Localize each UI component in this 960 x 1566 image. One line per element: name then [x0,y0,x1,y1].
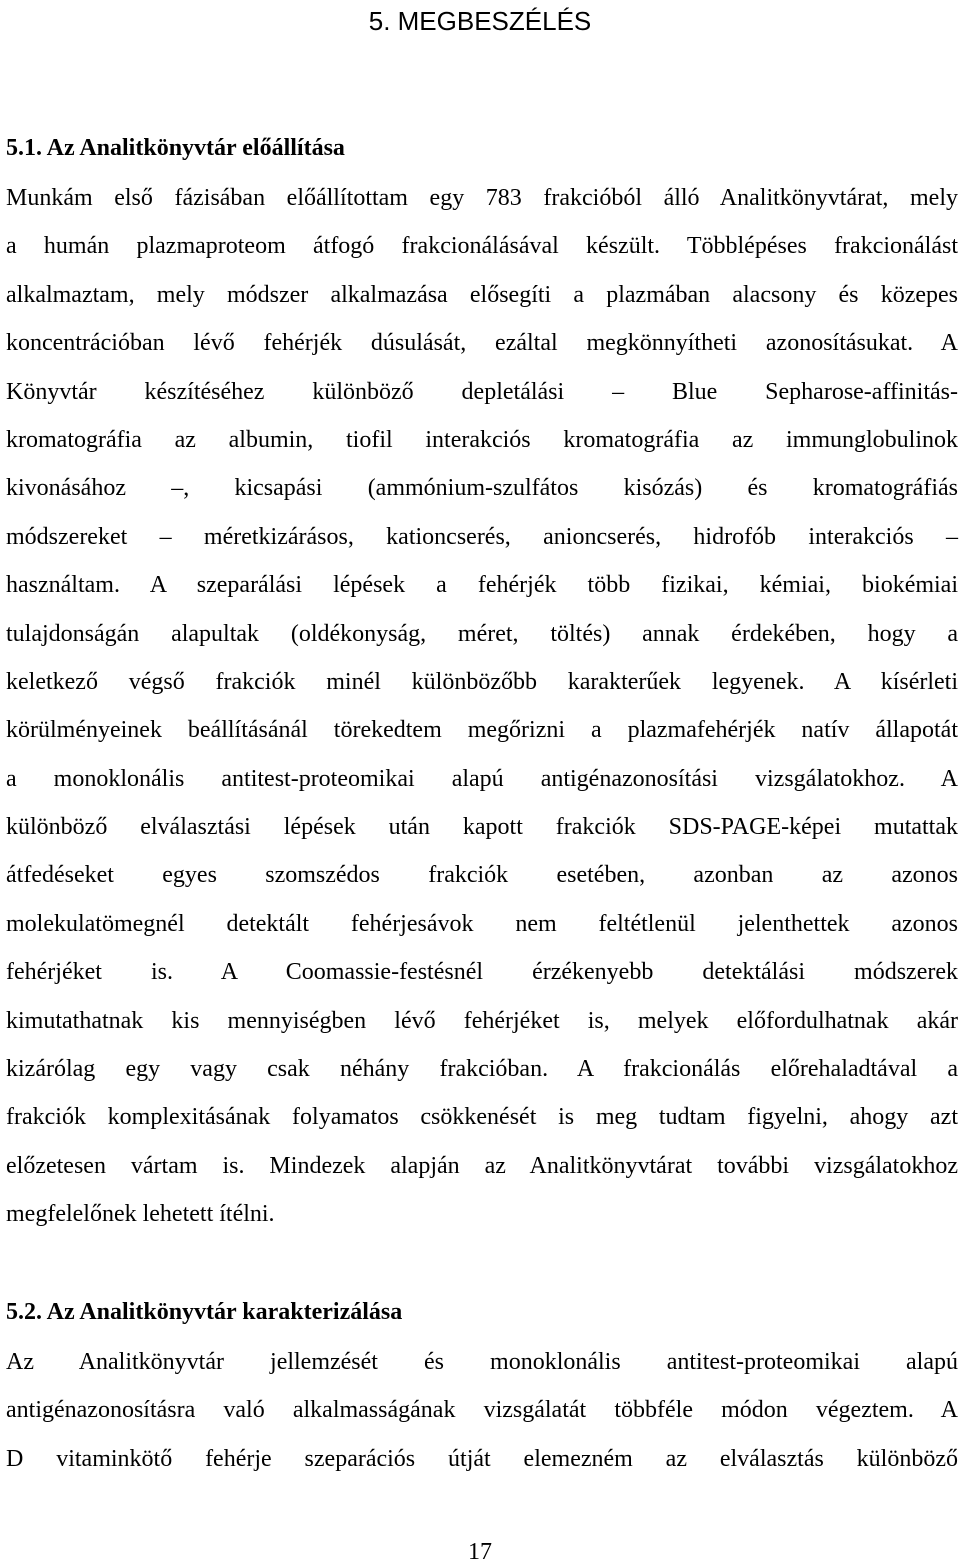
text-line: fehérjéket is. A Coomassie-festésnél érzékenyebb detektálási módszerek [6,959,958,986]
section-heading-5-1: 5.1. Az Analitkönyvtár előállítása [6,135,345,161]
text-line: antigénazonosításra való alkalmasságának vizsgálatát többféle módon végeztem. A [6,1397,958,1424]
text-line: kromatográfia az albumin, tiofil interakciós kromatográfia az immunglobulinok [6,426,958,453]
section-5-2-body [6,1338,958,1483]
text-line: a humán plazmaproteom átfogó frakcionálásával készült. Többlépéses frakcionálást [6,233,958,260]
text-line: keletkező végső frakciók minél különbözőbb karakterűek legyenek. A kísérleti [6,668,958,695]
text-line: koncentrációban lévő fehérjék dúsulását, ezáltal megkönnyítheti azonosításukat. A [6,330,958,357]
text-line: előzetesen vártam is. Mindezek alapján az Analitkönyvtárat további vizsgálatokhoz [6,1152,958,1179]
text-line: Könyvtár készítéséhez különböző depletálási – Blue Sepharose-affinitás- [6,378,958,405]
text-line: kivonásához –, kicsapási (ammónium-szulfátos kisózás) és kromatográfiás [6,475,958,502]
section-5-1-body [6,174,958,1239]
text-line: molekulatömegnél detektált fehérjesávok nem feltétlenül jelenthettek azonos [6,910,958,937]
text-line: különböző elválasztási lépések után kapott frakciók SDS-PAGE-képei mutattak [6,814,958,841]
section-heading-5-2: 5.2. Az Analitkönyvtár karakterizálása [6,1299,403,1325]
text-line: frakciók komplexitásának folyamatos csökkenését is meg tudtam figyelni, ahogy azt [6,1104,958,1131]
text-line: körülményeinek beállításánál törekedtem megőrizni a plazmafehérjék natív állapotát [6,717,958,744]
text-line: megfelelőnek lehetett ítélni. [6,1201,275,1228]
text-line: D vitaminkötő fehérje szeparációs útját elemezném az elválasztás különböző [6,1445,958,1472]
text-line: kimutathatnak kis mennyiségben lévő fehérjéket is, melyek előfordulhatnak akár [6,1007,958,1034]
text-line: kizárólag egy vagy csak néhány frakcióban. A frakcionálás előrehaladtával a [6,1056,958,1083]
text-line: alkalmaztam, mely módszer alkalmazása elősegíti a plazmában alacsony és közepes [6,281,958,308]
text-line: Munkám első fázisában előállítottam egy 783 frakcióból álló Analitkönyvtárat, mely [6,185,958,211]
text-line: átfedéseket egyes szomszédos frakciók esetében, azonban az azonos [6,862,958,889]
text-line: Az Analitkönyvtár jellemzését és monoklonális antitest-proteomikai alapú [6,1349,958,1375]
page-number: 17 [468,1539,492,1565]
chapter-title: 5. MEGBESZÉLÉS [368,6,592,36]
text-line: használtam. A szeparálási lépések a fehérjék több fizikai, kémiai, biokémiai [6,572,958,599]
text-line: módszereket – méretkizárásos, kationcserés, anioncserés, hidrofób interakciós – [6,523,958,550]
text-line: a monoklonális antitest-proteomikai alapú antigénazonosítási vizsgálatokhoz. A [6,765,958,792]
text-line: tulajdonságán alapultak (oldékonyság, méret, töltés) annak érdekében, hogy a [6,620,958,647]
